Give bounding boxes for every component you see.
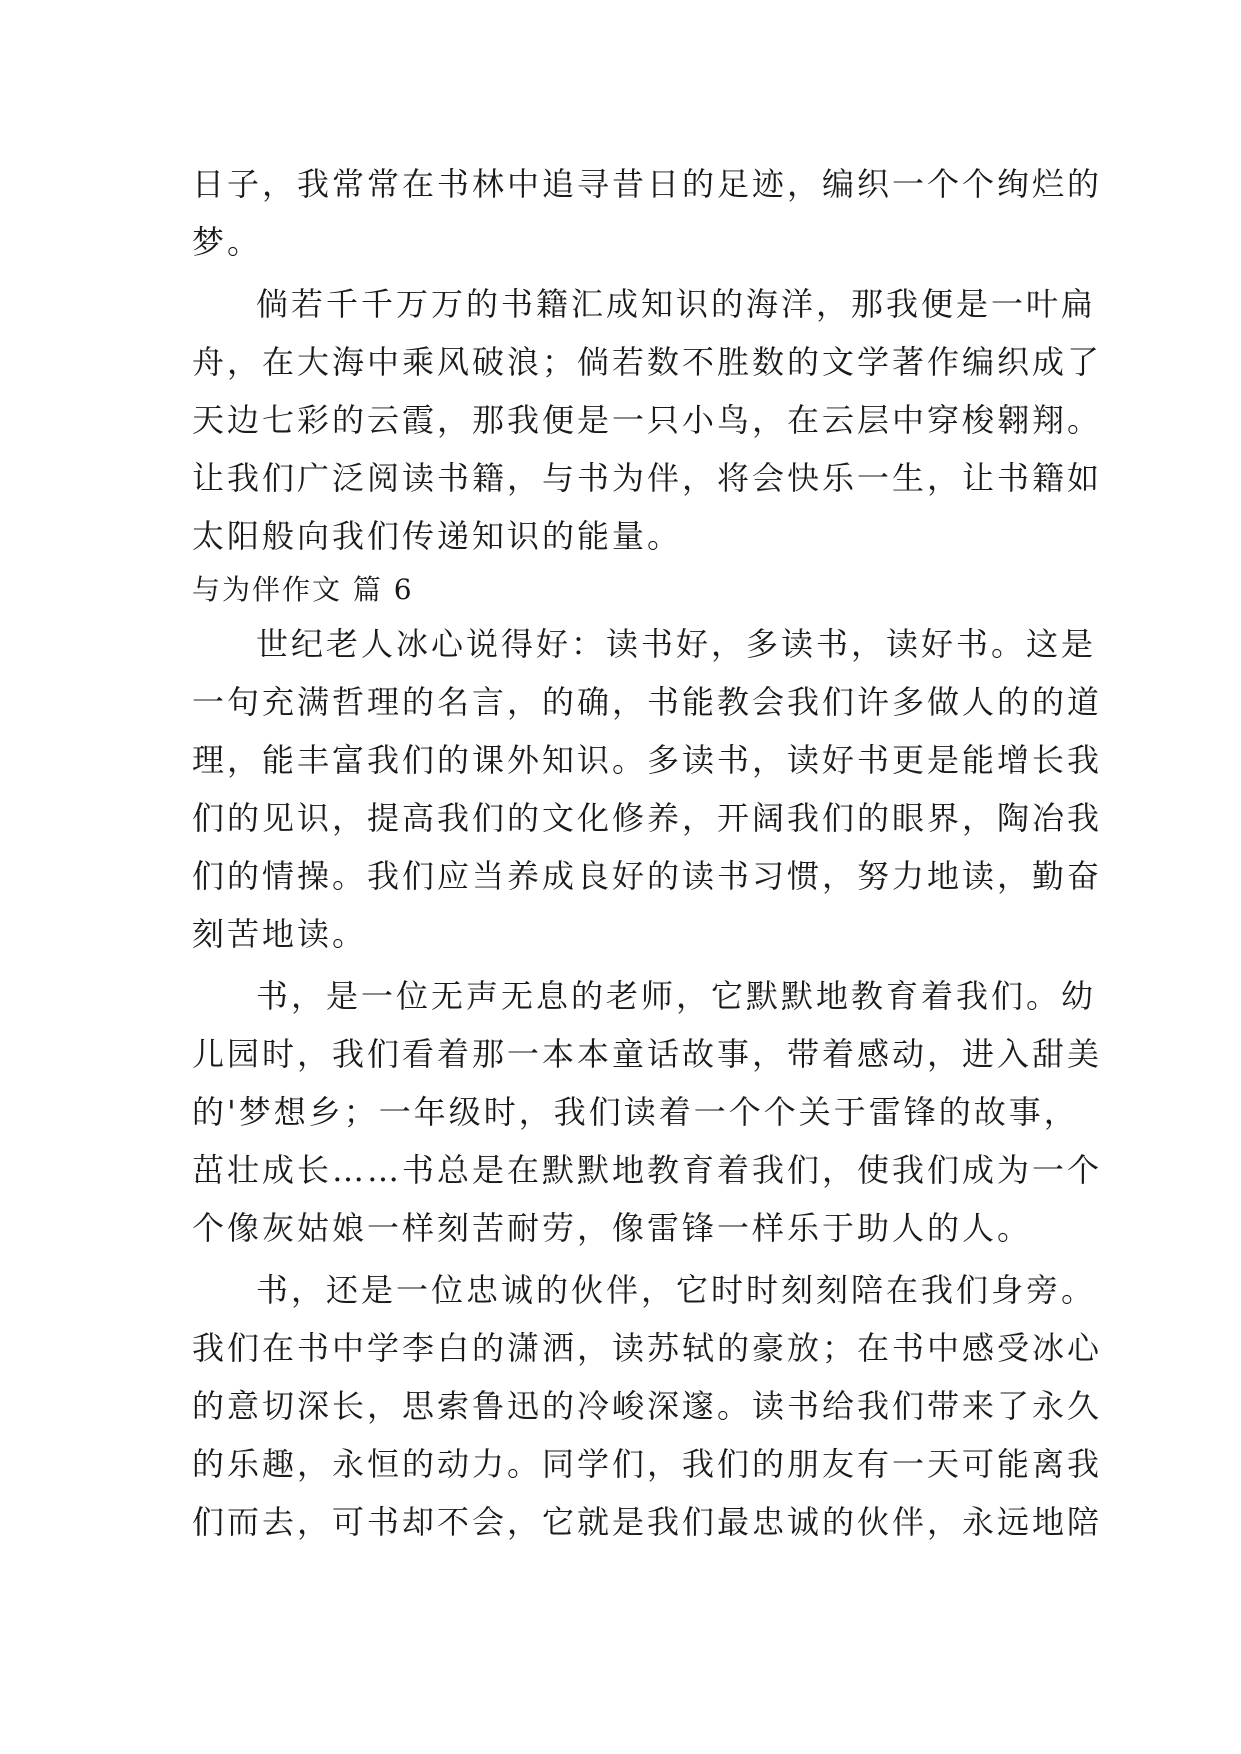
text-line: 个像灰姑娘一样刻苦耐劳，像雷锋一样乐于助人的人。 [192, 1209, 1033, 1247]
text-line: 舟，在大海中乘风破浪；倘若数不胜数的文学著作编织成了 [192, 343, 1103, 381]
paragraph-2 [192, 275, 1103, 565]
document-body [192, 155, 1103, 1551]
text-line: 茁壮成长……书总是在默默地教育着我们，使我们成为一个 [192, 1151, 1103, 1189]
text-line: 们而去，可书却不会，它就是我们最忠诚的伙伴，永远地陪 [192, 1503, 1103, 1541]
text-line: 书，是一位无声无息的老师，它默默地教育着我们。幼 [256, 977, 1097, 1015]
paragraph-5 [192, 1261, 1103, 1551]
paragraph-4 [192, 967, 1103, 1257]
text-line: 世纪老人冰心说得好：读书好，多读书，读好书。这是 [256, 625, 1097, 663]
text-line: 刻苦地读。 [192, 915, 368, 953]
text-line: 的乐趣，永恒的动力。同学们，我们的朋友有一天可能离我 [192, 1445, 1103, 1483]
paragraph-1 [192, 155, 1103, 271]
text-line: 梦。 [192, 223, 263, 261]
paragraph-3 [192, 615, 1103, 963]
text-line: 太阳般向我们传递知识的能量。 [192, 517, 683, 555]
text-line: 理，能丰富我们的课外知识。多读书，读好书更是能增长我 [192, 741, 1103, 779]
text-line: 日子，我常常在书林中追寻昔日的足迹，编织一个个绚烂的 [192, 165, 1103, 203]
text-line: 们的见识，提高我们的文化修养，开阔我们的眼界，陶冶我 [192, 799, 1103, 837]
text-line: 天边七彩的云霞，那我便是一只小鸟，在云层中穿梭翱翔。 [192, 401, 1103, 439]
text-line: 倘若千千万万的书籍汇成知识的海洋，那我便是一叶扁 [256, 285, 1097, 323]
text-line: 儿园时，我们看着那一本本童话故事，带着感动，进入甜美 [192, 1035, 1103, 1073]
text-line: 让我们广泛阅读书籍，与书为伴，将会快乐一生，让书籍如 [192, 459, 1103, 497]
text-line: 一句充满哲理的名言，的确，书能教会我们许多做人的的道 [192, 683, 1103, 721]
text-line: 书，还是一位忠诚的伙伴，它时时刻刻陪在我们身旁。 [256, 1271, 1097, 1309]
section-heading: 与为伴作文 篇 6 [192, 573, 414, 606]
text-line: 的意切深长，思索鲁迅的冷峻深邃。读书给我们带来了永久 [192, 1387, 1103, 1425]
text-line: 的'梦想乡；一年级时，我们读着一个个关于雷锋的故事， [192, 1093, 1079, 1131]
text-line: 我们在书中学李白的潇洒，读苏轼的豪放；在书中感受冰心 [192, 1329, 1103, 1367]
text-line: 们的情操。我们应当养成良好的读书习惯，努力地读，勤奋 [192, 857, 1103, 895]
